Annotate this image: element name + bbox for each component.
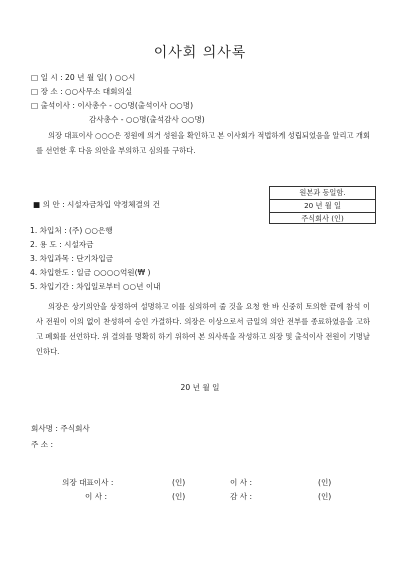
auditor-seal: (인) bbox=[318, 492, 332, 501]
chair-signature-label: 의장 대표이사 : bbox=[62, 478, 114, 487]
director2-signature-label: 이 사 : bbox=[85, 492, 108, 501]
director-seal: (인) bbox=[318, 478, 332, 487]
certified-copy-box bbox=[269, 186, 376, 224]
director-signature-label: 이 사 : bbox=[230, 478, 253, 487]
resolution-paragraph: 의장은 상기의안을 상정하여 설명하고 이를 심의하여 줄 것을 요청 한 바 신중히 토의한 끝에 참석 이사 전원이 이의 없이 찬성하여 승인 가결하다. 의장은 이상으로서 금일의 의안 전부를 종료하였음을 고하고 폐회를 선언하다. 위 결의를 명확히 하기 위하여 본 의사록을 작성하고 의장 및 출석이사 전원이 기명날인하다. bbox=[36, 302, 370, 356]
agenda-item-limit: 4. 차입한도 : 일금 ○○○○억원(₩ ) bbox=[30, 268, 151, 277]
chair-seal: (인) bbox=[172, 478, 186, 487]
closing-date: 20 년 월 일 bbox=[180, 383, 220, 392]
agenda-item-lender: 1. 차입처 : (주) ○○은행 bbox=[30, 226, 113, 235]
company-name-line: 회사명 : 주식회사 bbox=[31, 424, 90, 433]
company-address-line: 주 소 : bbox=[31, 440, 54, 449]
meeting-place-line: □ 장 소 : ○○사무소 대회의실 bbox=[31, 87, 133, 96]
certified-copy-label: 원본과 동일함. bbox=[270, 187, 375, 200]
agenda-title: ■ 의 안 : 시설자금차입 약정체결의 건 bbox=[33, 200, 160, 209]
opening-paragraph: 의장 대표이사 ○○○은 정원에 의거 성원을 확인하고 본 이사회가 적법하게 성립되었음을 알리고 개회를 선언한 후 다음 의안을 부의하고 심의를 구하다. bbox=[36, 131, 370, 155]
meeting-date-line: □ 일 시 : 20 년 월 일( ) ○○시 bbox=[31, 73, 136, 82]
attendance-directors-line: □ 출석이사 : 이사총수 - ○○명(출석이사 ○○명) bbox=[31, 101, 194, 110]
agenda-item-purpose: 2. 용 도 : 시설자금 bbox=[30, 240, 94, 249]
attendance-auditors-line: 감사총수 - ○○명(출석감사 ○○명) bbox=[89, 115, 205, 124]
auditor-signature-label: 감 사 : bbox=[230, 492, 253, 501]
director2-seal: (인) bbox=[172, 492, 186, 501]
agenda-item-account: 3. 차입과목 : 단기차입금 bbox=[30, 254, 114, 263]
certified-copy-date: 20 년 월 일 bbox=[270, 200, 375, 213]
agenda-item-period: 5. 차입기간 : 차입일로부터 ○○년 이내 bbox=[30, 282, 161, 291]
certified-copy-company: 주식회사 (인) bbox=[301, 214, 344, 223]
document-title: 이사회 의사록 bbox=[153, 45, 247, 61]
